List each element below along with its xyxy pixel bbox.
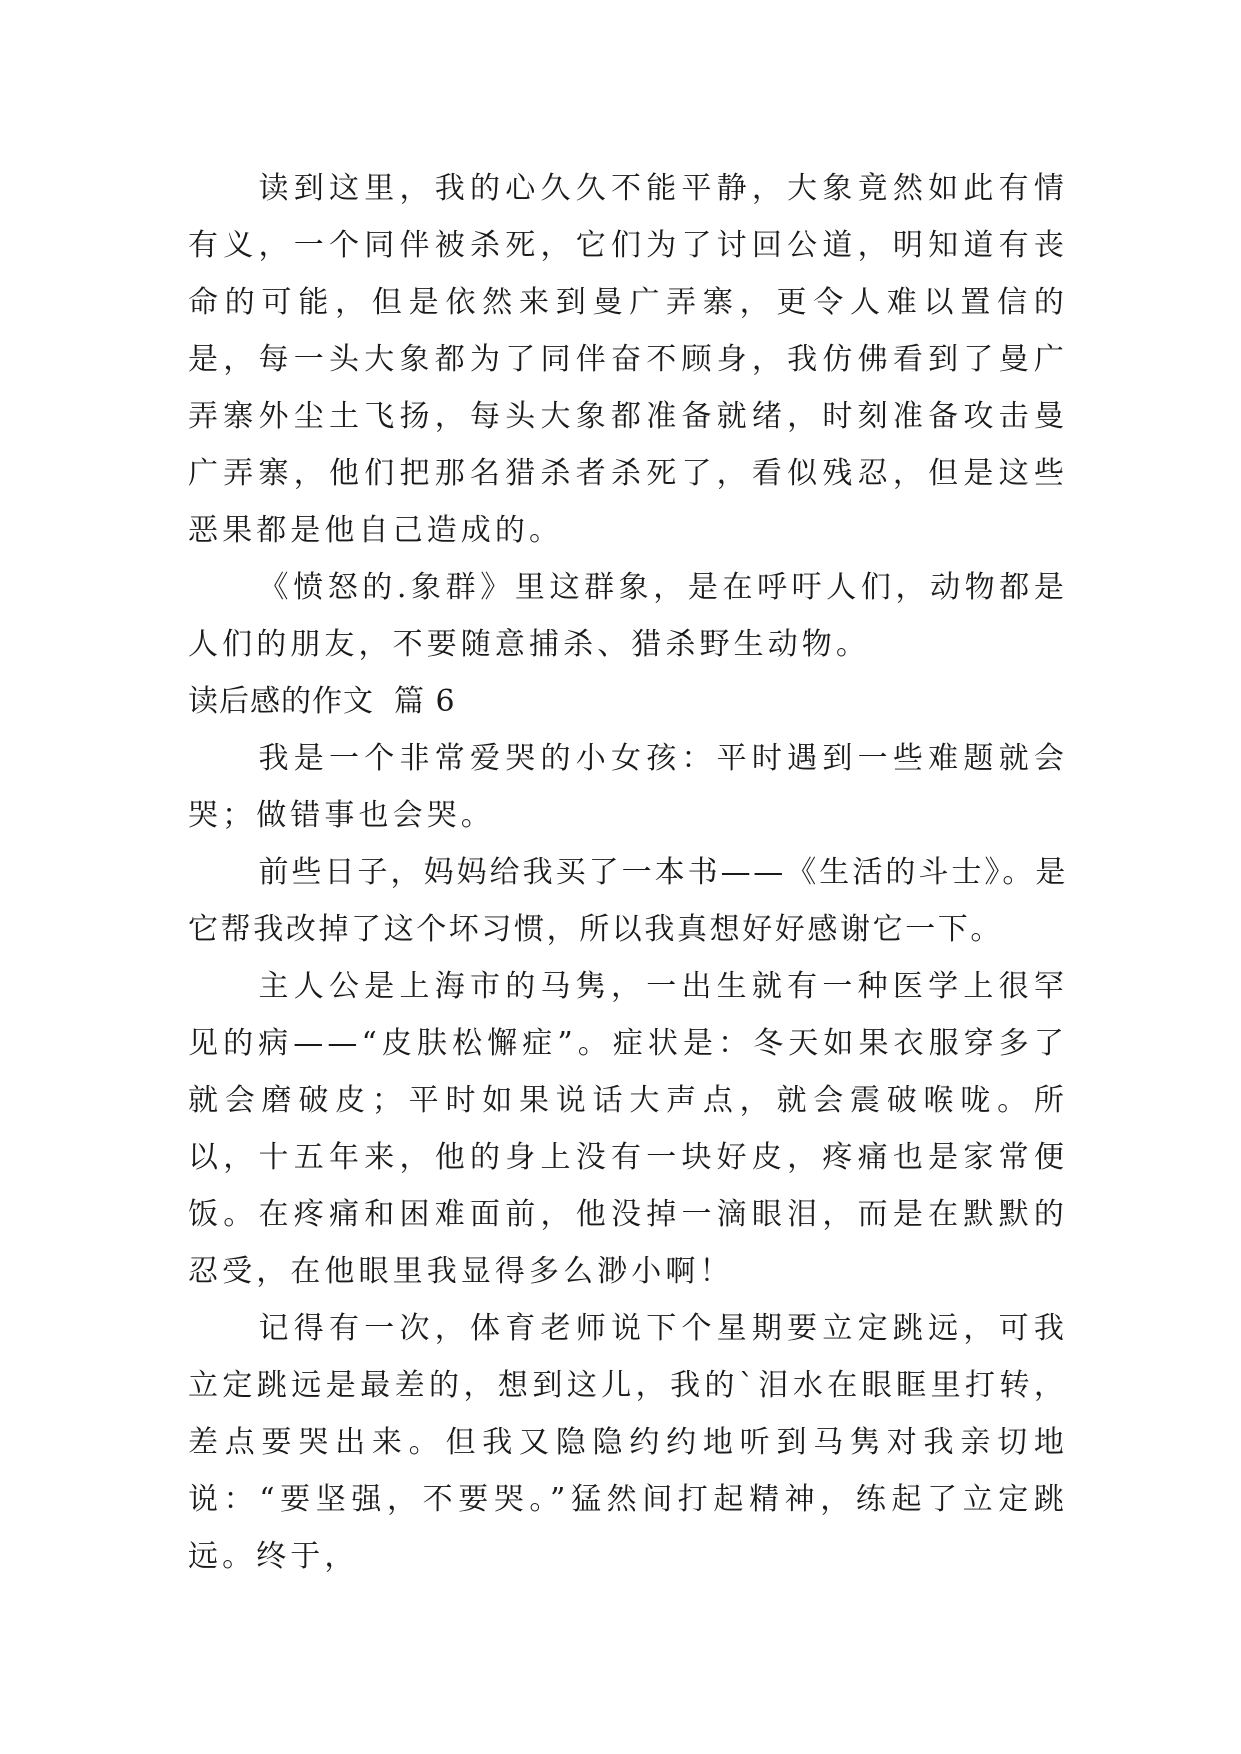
paragraph: 我是一个非常爱哭的小女孩：平时遇到一些难题就会哭；做错事也会哭。 [188, 741, 1068, 833]
paragraph: 记得有一次，体育老师说下个星期要立定跳远，可我立定跳远是最差的，想到这儿，我的`泪水在眼眶里打转，差点要哭出来。但我又隐隐约约地听到马隽对我亲切地说：“要坚强，不要哭。”猛然间打起精神，练起了立定跳远。终于， [188, 1311, 1068, 1574]
paragraph: 《愤怒的.象群》里这群象，是在呼吁人们，动物都是人们的朋友，不要随意捕杀、猎杀野生动物。 [188, 570, 1068, 662]
paragraph: 主人公是上海市的马隽，一出生就有一种医学上很罕见的病——“皮肤松懈症”。症状是：冬天如果衣服穿多了就会磨破皮；平时如果说话大声点，就会震破喉咙。所以，十五年来，他的身上没有一块好皮，疼痛也是家常便饭。在疼痛和困难面前，他没掉一滴眼泪，而是在默默的忍受，在他眼里我显得多么渺小啊！ [188, 969, 1068, 1289]
paragraph: 读到这里，我的心久久不能平静，大象竟然如此有情有义，一个同伴被杀死，它们为了讨回公道，明知道有丧命的可能，但是依然来到曼广弄寨，更令人难以置信的是，每一头大象都为了同伴奋不顾身，我仿佛看到了曼广弄寨外尘土飞扬，每头大象都准备就绪，时刻准备攻击曼广弄寨，他们把那名猎杀者杀死了，看似残忍，但是这些恶果都是他自己造成的。 [188, 171, 1068, 548]
section-heading-title: 读后感的作文 [188, 684, 374, 719]
section-heading-number: 篇 6 [394, 684, 456, 719]
paragraph: 前些日子，妈妈给我买了一本书——《生活的斗士》。是它帮我改掉了这个坏习惯，所以我真想好好感谢它一下。 [188, 855, 1068, 947]
document-page [188, 160, 1068, 1585]
section-heading [188, 673, 1068, 730]
